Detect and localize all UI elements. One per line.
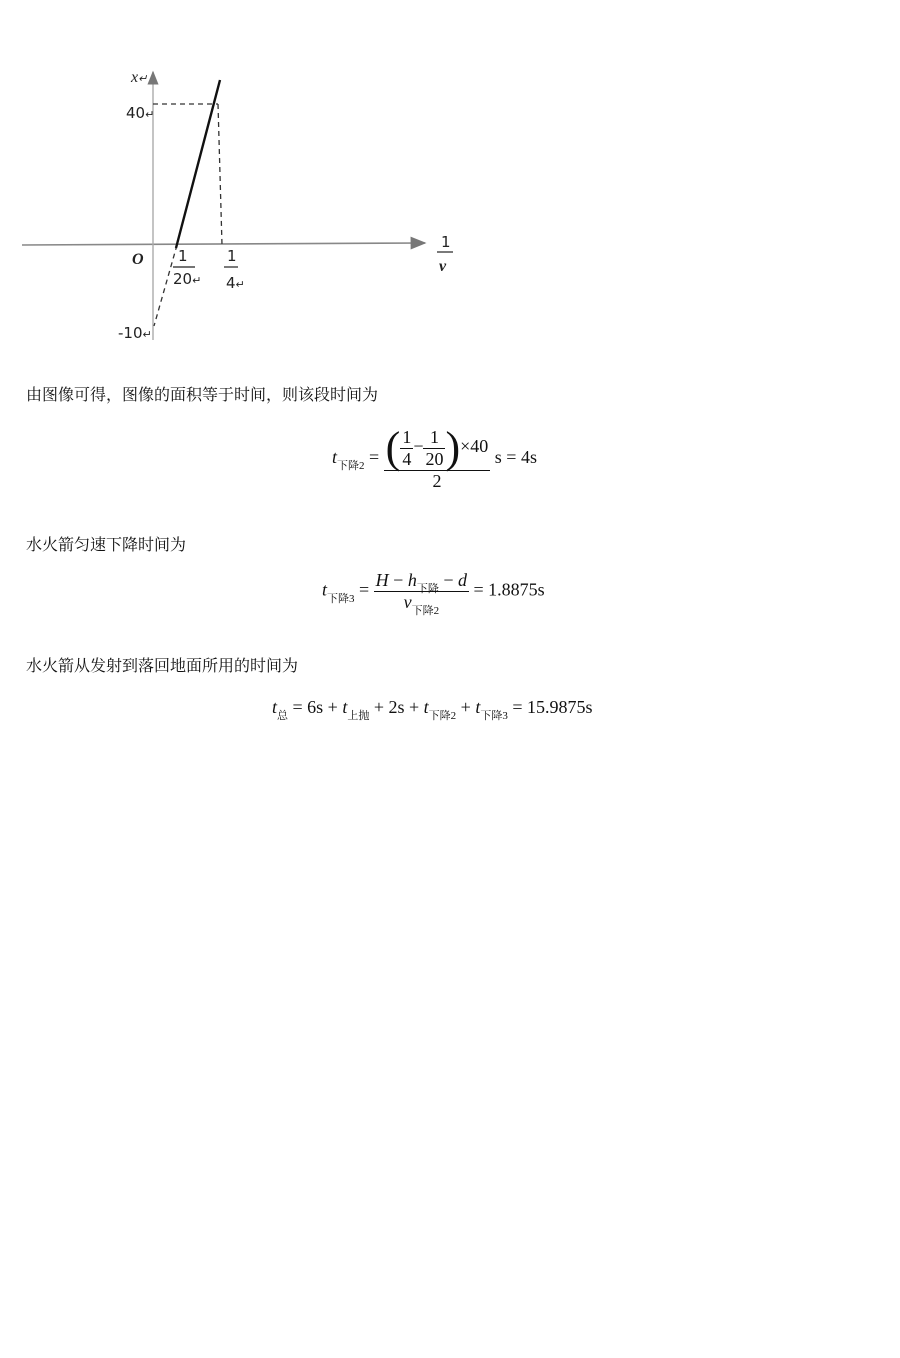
- horizontal-axis: [22, 243, 425, 245]
- tick-1-4-den: 4↵: [226, 274, 245, 292]
- eq2-fraction: $\frac{H - h_{下降} - d}{v_{下降2}}$: [375, 570, 467, 617]
- tick-1-20-den: 20↵: [173, 270, 202, 288]
- y-axis-label: x↵: [131, 69, 148, 86]
- equation-t-down2: $t_{下降2}$ = ( $\frac{1}{4}$ − $\frac{1}{20}$ )×40 2 s = 4s: [332, 423, 537, 491]
- tick-label-neg10: -10↵: [118, 324, 152, 342]
- equation-t-total: $t_总 = 6s + t_{上抛} + 2s + t_{下降2} + t_{下降3} = 15.9875s$: [272, 697, 593, 722]
- eq1-main-fraction: ( $\frac{1}{4}$ − $\frac{1}{20}$ )×40 2: [385, 423, 489, 491]
- x-vs-inverse-v-graph: [0, 0, 480, 360]
- tick-label-40: 40↵: [126, 104, 155, 122]
- graph-line: [176, 80, 220, 248]
- tick-1-20-num: 1: [178, 247, 188, 265]
- x-axis-label-den: v: [439, 258, 447, 275]
- origin-label: O: [132, 251, 144, 268]
- x-axis-label-num: 1: [441, 233, 451, 251]
- explanation-paragraph-3: 水火箭从发射到落回地面所用的时间为: [26, 656, 299, 675]
- equation-t-down3: $t_{下降3}$ = $\frac{H - h_{下降} - d}{v_{下降2}}$ = 1.8875s: [322, 570, 545, 617]
- tick-1-4-num: 1: [227, 247, 237, 265]
- explanation-paragraph-1: 由图像可得，图像的面积等于时间，则该段时间为: [26, 385, 379, 404]
- explanation-paragraph-2: 水火箭匀速下降时间为: [26, 535, 187, 554]
- dashed-drop-quarter: [218, 104, 222, 245]
